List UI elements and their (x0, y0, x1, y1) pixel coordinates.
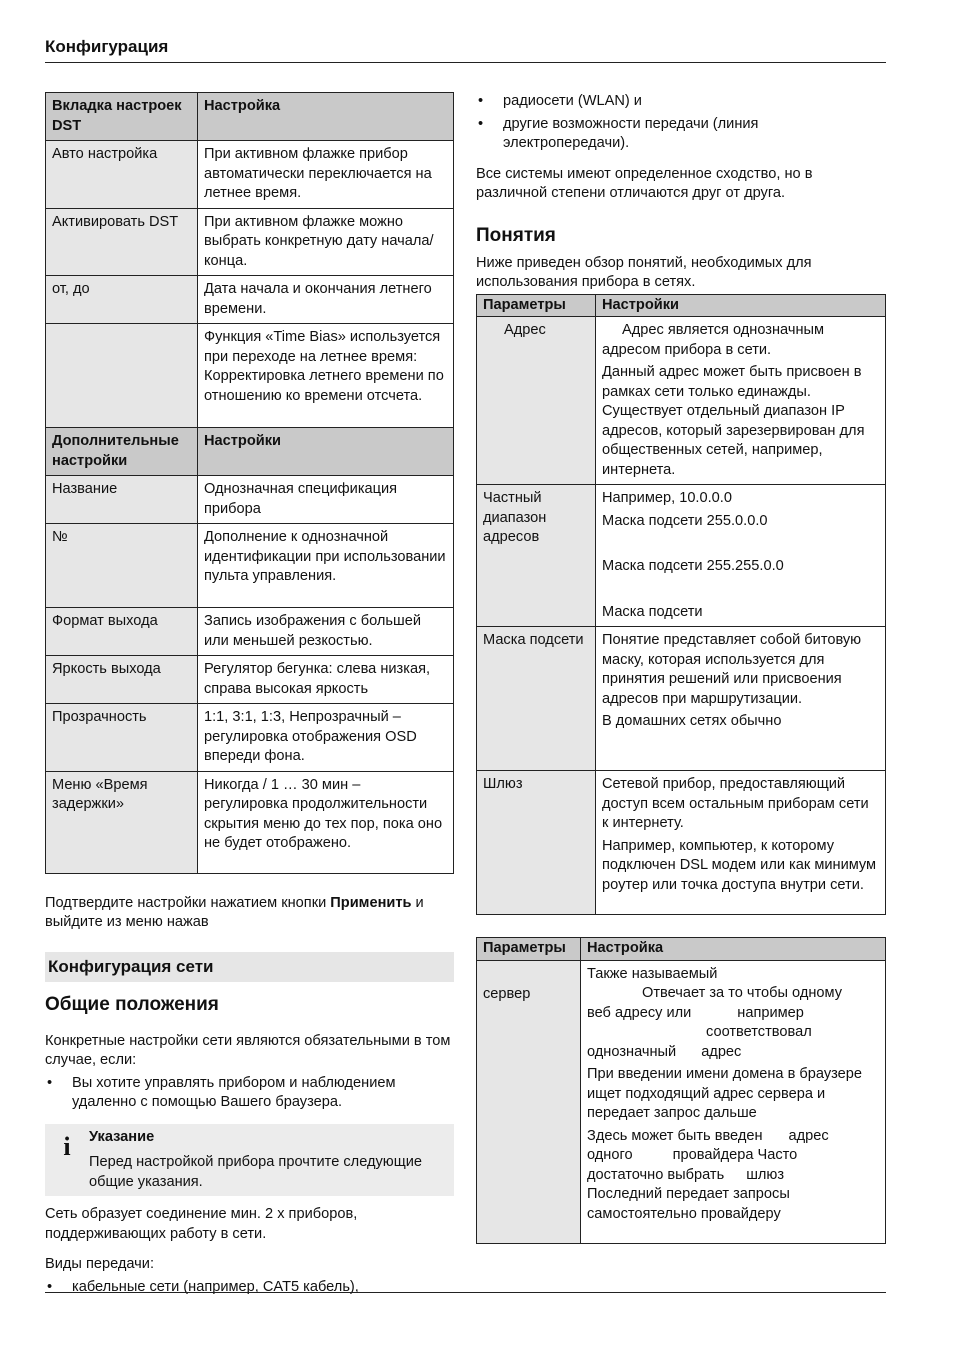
list-item: • кабельные сети (например, CAT5 кабель), (45, 1278, 454, 1298)
row-value: Однозначная спецификация прибора (198, 476, 454, 524)
cell-text: При введении имени домена в браузере (587, 1066, 862, 1082)
table-row (477, 485, 886, 627)
cell-text: Например, 10.0.0.0 (602, 490, 732, 506)
row-label: Шлюз (477, 771, 596, 915)
note-title: Указание (89, 1128, 155, 1145)
row-value: Никогда / 1 … 30 мин – регулировка продолжительности скрытия меню до тех пор, пока оно не будет отображено. (198, 771, 454, 873)
cell-fragment: шлюз (746, 1166, 785, 1183)
cell-text: В домашних сетях обычно (602, 713, 782, 729)
table-row (477, 317, 886, 485)
table-header-cell: Вкладка настроек DST (46, 93, 198, 141)
row-label: Частный диапазон адресов (477, 485, 596, 627)
heading-terms: Понятия (476, 224, 556, 246)
row-value (596, 627, 886, 771)
table-subheader-cell: Дополнительные настройки (46, 428, 198, 476)
table-row (46, 524, 454, 608)
cell-text: соответствовал (706, 1024, 812, 1040)
row-value: Дополнение к однозначной идентификации при использовании пульта управления. (198, 524, 454, 608)
row-label: Активировать DST (46, 208, 198, 276)
note-box (45, 1124, 454, 1197)
heading-general: Общие положения (45, 993, 219, 1015)
server-table (476, 937, 886, 1244)
right-column (476, 92, 886, 1244)
note-text: Перед настройкой прибора прочтите следующие общие указания. (89, 1154, 423, 1190)
table-row (477, 960, 886, 1243)
confirm-paragraph (45, 894, 454, 933)
apply-label: Применить (330, 894, 412, 911)
list-item: • Вы хотите управлять прибором и наблюдением удаленно с помощью Вашего браузера. (45, 1074, 454, 1113)
table-header-cell: Параметры (477, 294, 596, 317)
cell-text (587, 1127, 879, 1147)
cell-text: Последний передает запросы самостоятельно провайдеру (587, 1186, 790, 1222)
row-value (596, 485, 886, 627)
row-value: При активном флажке можно выбрать конкретную дату начала/конца. (198, 208, 454, 276)
table-header-row (477, 294, 886, 317)
row-value: Дата начала и окончания летнего времени. (198, 276, 454, 324)
page-header (45, 36, 886, 63)
table-row (477, 627, 886, 771)
row-value: При активном флажке прибор автоматически переключается на летнее время. (198, 141, 454, 209)
row-label: от, до (46, 276, 198, 324)
intro-paragraph: Конкретные настройки сети являются обязательными в том случае, если: (45, 1032, 451, 1068)
table-header-row (477, 938, 886, 961)
paragraph: Все системы имеют определенное сходство, но в различной степени отличаются друг от друга. (476, 165, 813, 201)
confirm-text-end: и выйдите из меню нажав (45, 894, 424, 930)
cell-fragment: веб адресу или (587, 1004, 692, 1021)
cell-fragment: например (737, 1004, 804, 1021)
cell-fragment: Здесь может быть введен (587, 1127, 763, 1144)
cell-text: Понятие представляет собой битовую маску, которая используется для принятия решений или присвоения адресов при маршрутизации. (602, 632, 862, 707)
bullet-list (45, 1074, 454, 1113)
table-header-row (46, 93, 454, 141)
row-label: Маска подсети (477, 627, 596, 771)
section-title: Конфигурация сети (45, 952, 454, 982)
list-item: • радиосети (WLAN) и (476, 92, 886, 112)
row-label: сервер (477, 960, 581, 1243)
cell-text: Например, компьютер, к которому подключен DSL модем или как минимум роутер или точка доступа внутри сети. (602, 837, 877, 893)
cell-fragment: одного (587, 1147, 633, 1163)
confirm-text: Подтвердите настройки нажатием кнопки (45, 894, 331, 911)
bullet-list (476, 92, 886, 154)
cell-text (587, 1004, 879, 1024)
left-column (45, 92, 454, 1297)
terms-table (476, 294, 886, 916)
row-label: Название (46, 476, 198, 524)
table-row (46, 276, 454, 324)
page-title: Конфигурация (45, 37, 169, 56)
row-label: Формат выхода (46, 608, 198, 656)
row-value (596, 771, 886, 915)
cell-fragment: адрес (788, 1127, 829, 1144)
row-value: Запись изображения с большей или меньшей резкостью. (198, 608, 454, 656)
cell-fragment: достаточно выбрать (587, 1166, 725, 1183)
cell-text: Адрес является однозначным адресом прибора в сети. (602, 322, 825, 358)
table-row (46, 324, 454, 428)
table-row (46, 141, 454, 209)
row-label (46, 324, 198, 428)
cell-text: Маска подсети 255.255.0.0 (602, 558, 784, 574)
table-row (46, 476, 454, 524)
table-subheader-cell: Настройки (198, 428, 454, 476)
cell-fragment: провайдера Часто (672, 1147, 798, 1163)
row-label: Яркость выхода (46, 656, 198, 704)
cell-fragment: однозначный (587, 1043, 677, 1060)
paragraph: Сеть образует соединение мин. 2 х приборов, поддерживающих работу в сети. (45, 1206, 358, 1242)
row-label: Прозрачность (46, 704, 198, 772)
table-subheader-row (46, 428, 454, 476)
cell-text (587, 1146, 879, 1166)
list-item: • другие возможности передачи (линия электропередачи). (476, 115, 886, 154)
paragraph: Виды передачи: (45, 1256, 154, 1272)
table-header-cell: Настройка (581, 938, 886, 961)
table-row (46, 208, 454, 276)
footer-rule (45, 1292, 886, 1293)
cell-text: Также называемый (587, 965, 718, 982)
dst-settings-table (45, 92, 454, 874)
cell-fragment: адрес (701, 1043, 742, 1060)
cell-text: ищет подходящий адрес сервера и передает запрос дальше (587, 1085, 826, 1121)
cell-text: Отвечает за то чтобы одному (642, 985, 843, 1001)
cell-text: Маска подсети 255.0.0.0 (602, 512, 768, 529)
table-row (46, 704, 454, 772)
cell-text: Данный адрес может быть присвоен в рамках сети только единажды. Существует отдельный диапазон IP адресов, который зарезервирован для общественных сетей, например, интернета. (602, 364, 865, 478)
row-label: № (46, 524, 198, 608)
row-value: Регулятор бегунка: слева низкая, справа высокая яркость (198, 656, 454, 704)
info-icon: i (63, 1131, 71, 1161)
table-row (477, 771, 886, 915)
row-value (581, 960, 886, 1243)
row-value (596, 317, 886, 485)
table-row (46, 656, 454, 704)
cell-text (587, 1166, 879, 1186)
row-value: 1:1, 3:1, 1:3, Непрозрачный – регулировка отображения OSD впереди фона. (198, 704, 454, 772)
bullet-list (45, 1278, 454, 1298)
cell-text: Маска подсети (602, 603, 703, 620)
row-label: Меню «Время задержки» (46, 771, 198, 873)
table-row (46, 608, 454, 656)
table-header-cell: Настройка (198, 93, 454, 141)
cell-text: Сетевой прибор, предоставляющий доступ всем остальным приборам сети к интернету. (602, 776, 869, 831)
note-content (89, 1128, 454, 1193)
table-header-cell: Настройки (596, 294, 886, 317)
cell-text (587, 1043, 879, 1063)
table-row (46, 771, 454, 873)
table-header-cell: Параметры (477, 938, 581, 961)
row-value: Функция «Time Bias» используется при переходе на летнее время: Корректировка летнего времени по отношению ко времени отсчета. (198, 324, 454, 428)
row-label: Адрес (477, 317, 596, 485)
intro-paragraph: Ниже приведен обзор понятий, необходимых для использования прибора в сетях. (476, 254, 812, 290)
row-label: Авто настройка (46, 141, 198, 209)
